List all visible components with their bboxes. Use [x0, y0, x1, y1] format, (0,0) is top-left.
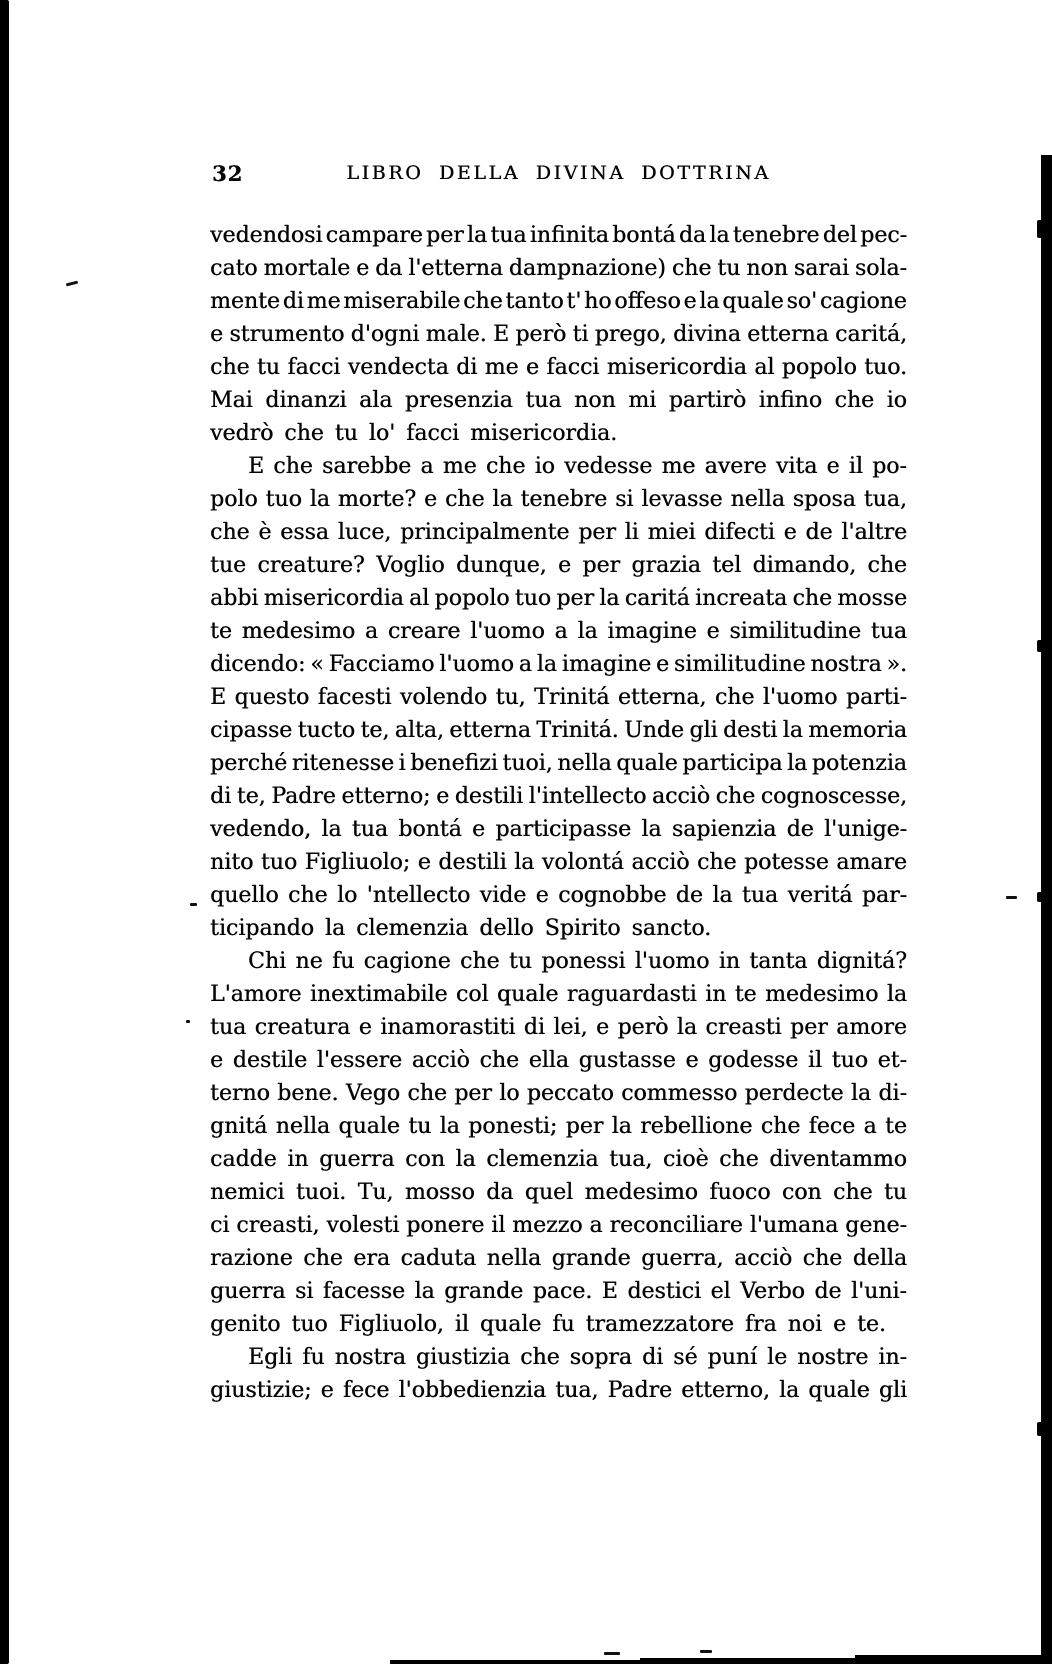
text-line: tua creatura e inamorastiti di lei, e però la creasti per amore [210, 1015, 907, 1040]
text-line: ticipando la clemenzia dello Spirito sancto. [210, 916, 712, 941]
scan-edge-bottom [640, 1658, 860, 1664]
scan-edge-notch [1037, 640, 1043, 652]
text-line: quello che lo 'ntellecto vide e cognobbe de la tua veritá par- [210, 883, 907, 908]
text-line: giustizie; e fece l'obbedienzia tua, Padre etterno, la quale gli [210, 1378, 907, 1403]
text-line: nemici tuoi. Tu, mosso da quel medesimo fuoco con che tu [210, 1180, 907, 1205]
text-line: cipasse tucto te, alta, etterna Trinitá. Unde gli desti la memoria [210, 718, 907, 743]
text-line: razione che era caduta nella grande guerra, acciò che della [210, 1246, 907, 1271]
text-line: L'amore inextimabile col quale raguardasti in te medesimo la [210, 982, 907, 1007]
text-line: genito tuo Figliuolo, il quale fu tramezzatore fra noi e te. [210, 1312, 886, 1337]
text-line: E questo facesti volendo tu, Trinitá etterna, che l'uomo parti- [210, 685, 907, 710]
text-line: E che sarebbe a me che io vedesse me avere vita e il po- [248, 454, 907, 479]
text-line: perché ritenesse i benefizi tuoi, nella quale participa la potenzia [210, 751, 907, 776]
text-line: abbi misericordia al popolo tuo per la caritá increata che mosse [210, 586, 907, 611]
text-line: gnitá nella quale tu la ponesti; per la rebellione che fece a te [210, 1114, 907, 1139]
scan-edge-notch [1037, 892, 1043, 902]
scan-edge-notch [1037, 220, 1043, 238]
scan-speck [66, 281, 78, 287]
page-number: 32 [212, 161, 244, 186]
text-line: nito tuo Figliuolo; e destili la volontá acciò che potesse amare [210, 850, 907, 875]
text-line: e strumento d'ogni male. E però ti prego, divina etterna caritá, [210, 322, 907, 347]
text-line: e destile l'essere acciò che ella gustasse e godesse il tuo et- [210, 1048, 907, 1073]
text-line: Egli fu nostra giustizia che sopra di sé puní le nostre in- [248, 1345, 907, 1370]
scan-edge-left [0, 0, 9, 1664]
scan-speck [1006, 896, 1017, 899]
scan-speck [700, 1650, 712, 1653]
text-line: dicendo: « Facciamo l'uomo a la imagine e similitudine nostra ». [210, 652, 907, 677]
paragraph [210, 1341, 907, 1407]
text-line: vedendosi campare per la tua infinita bontá da la tenebre del pec- [210, 223, 907, 248]
text-line: guerra si facesse la grande pace. E destici el Verbo de l'uni- [210, 1279, 907, 1304]
scan-speck [186, 1020, 190, 1023]
running-title: LIBRO DELLA DIVINA DOTTRINA [346, 162, 771, 184]
text-line: mente di me miserabile che tanto t' ho offeso e la quale so' cagione [210, 289, 907, 314]
text-line: Mai dinanzi ala presenzia tua non mi partirò infino che io [210, 388, 907, 413]
text-line: di te, Padre etterno; e destili l'intellecto acciò che cognoscesse, [210, 784, 907, 809]
scan-edge-bottom [390, 1660, 640, 1664]
paragraph [210, 450, 907, 945]
page-text [210, 219, 907, 1407]
text-line: Chi ne fu cagione che tu ponessi l'uomo in tanta dignitá? [248, 949, 907, 974]
page-header [210, 160, 907, 188]
scan-speck [190, 903, 197, 906]
scan-edge-right [1041, 155, 1052, 1664]
text-line: che tu facci vendecta di me e facci misericordia al popolo tuo. [210, 355, 907, 380]
text-line: che è essa luce, principalmente per li miei difecti e de l'altre [210, 520, 907, 545]
text-line: te medesimo a creare l'uomo a la imagine e similitudine tua [210, 619, 907, 644]
text-line: terno bene. Vego che per lo peccato commesso perdecte la di- [210, 1081, 907, 1106]
text-line: tue creature? Voglio dunque, e per grazia tel dimando, che [210, 553, 907, 578]
text-line: cato mortale e da l'etterna dampnazione) che tu non sarai sola- [210, 256, 907, 281]
paragraph [210, 945, 907, 1341]
text-line: polo tuo la morte? e che la tenebre si levasse nella sposa tua, [210, 487, 907, 512]
text-line: vedrò che tu lo' facci misericordia. [210, 421, 618, 446]
text-line: ci creasti, volesti ponere il mezzo a reconciliare l'umana gene- [210, 1213, 907, 1238]
scan-edge-bottom [855, 1655, 1052, 1664]
scan-speck [604, 1652, 620, 1655]
text-line: cadde in guerra con la clemenzia tua, cioè che diventammo [210, 1147, 907, 1172]
paragraph [210, 219, 907, 450]
scan-edge-notch [1037, 1422, 1043, 1436]
text-line: vedendo, la tua bontá e participasse la sapienzia de l'unige- [210, 817, 907, 842]
